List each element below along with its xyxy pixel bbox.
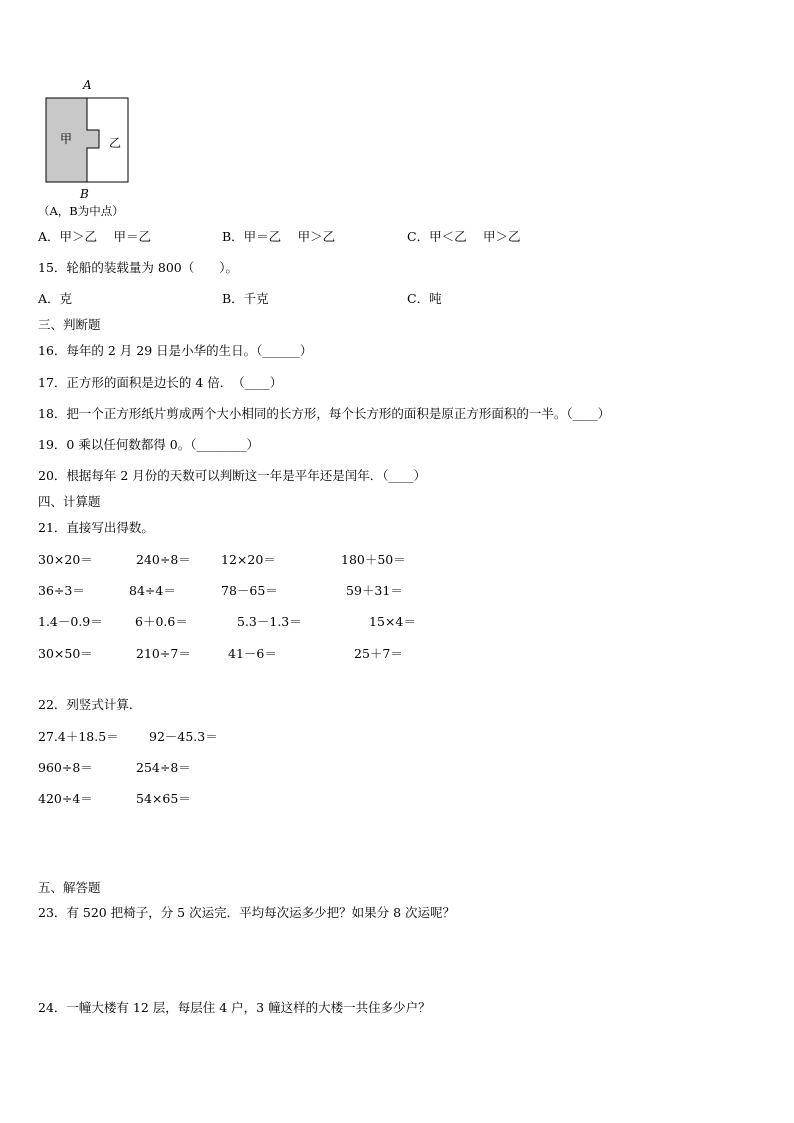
section-heading-calc: 四、计算题 bbox=[38, 494, 101, 509]
q21-item: 59＋31＝ bbox=[346, 583, 403, 598]
q21-item: 1.4－0.9＝ bbox=[38, 614, 103, 629]
q21-item: 41－6＝ bbox=[228, 646, 277, 661]
q21-item: 12×20＝ bbox=[221, 552, 276, 567]
q17: 17．正方形的面积是边长的 4 倍． （____） bbox=[38, 375, 283, 390]
q14-option-b: B．甲＝乙 甲＞乙 bbox=[222, 229, 336, 244]
region-yi-label: 乙 bbox=[109, 136, 122, 150]
q14-option-a: A．甲＞乙 甲＝乙 bbox=[38, 229, 152, 244]
q22-item: 960÷8＝ bbox=[38, 760, 93, 775]
q21-item: 30×20＝ bbox=[38, 552, 93, 567]
region-jia-label: 甲 bbox=[60, 132, 73, 146]
q21-item: 15×4＝ bbox=[369, 614, 416, 629]
q21-stem: 21．直接写出得数。 bbox=[38, 520, 154, 535]
figure-caption: （A，B为中点） bbox=[38, 204, 124, 218]
q24: 24．一幢大楼有 12 层，每层住 4 户，3 幢这样的大楼一共住多少户？ bbox=[38, 1000, 431, 1015]
q23: 23．有 520 把椅子，分 5 次运完．平均每次运多少把？如果分 8 次运呢？ bbox=[38, 905, 456, 920]
q21-item: 30×50＝ bbox=[38, 646, 93, 661]
figure-label-b: B bbox=[80, 187, 89, 201]
q21-item: 84÷4＝ bbox=[129, 583, 176, 598]
q22-item: 27.4＋18.5＝ bbox=[38, 729, 119, 744]
q18: 18．把一个正方形纸片剪成两个大小相同的长方形，每个长方形的面积是原正方形面积的一半。（____） bbox=[38, 406, 611, 421]
q16: 16．每年的 2 月 29 日是小华的生日。（______） bbox=[38, 343, 313, 358]
q19: 19．0 乘以任何数都得 0。（________） bbox=[38, 437, 260, 452]
q14-option-c: C．甲＜乙 甲＞乙 bbox=[407, 229, 521, 244]
q21-item: 78－65＝ bbox=[221, 583, 278, 598]
q21-item: 180＋50＝ bbox=[341, 552, 406, 567]
q21-item: 25＋7＝ bbox=[354, 646, 403, 661]
q22-stem: 22．列竖式计算． bbox=[38, 697, 142, 712]
q21-item: 36÷3＝ bbox=[38, 583, 85, 598]
q15-option-b: B．千克 bbox=[222, 291, 269, 306]
q21-item: 6＋0.6＝ bbox=[135, 614, 188, 629]
q20: 20．根据每年 2 月份的天数可以判断这一年是平年还是闰年．（____） bbox=[38, 468, 427, 483]
q15-option-c: C．吨 bbox=[407, 291, 442, 306]
q21-item: 210÷7＝ bbox=[136, 646, 191, 661]
q22-item: 92－45.3＝ bbox=[149, 729, 218, 744]
figure-label-a: A bbox=[83, 78, 92, 92]
q15-option-a: A．克 bbox=[38, 291, 73, 306]
q21-item: 240÷8＝ bbox=[136, 552, 191, 567]
section-heading-solve: 五、解答题 bbox=[38, 880, 101, 895]
q21-item: 5.3－1.3＝ bbox=[237, 614, 302, 629]
q22-item: 254÷8＝ bbox=[136, 760, 191, 775]
q22-item: 420÷4＝ bbox=[38, 791, 93, 806]
q15-stem: 15．轮船的装载量为 800（ ）。 bbox=[38, 260, 238, 275]
square-figure bbox=[38, 78, 148, 218]
q22-item: 54×65＝ bbox=[136, 791, 191, 806]
section-heading-judge: 三、判断题 bbox=[38, 317, 101, 332]
